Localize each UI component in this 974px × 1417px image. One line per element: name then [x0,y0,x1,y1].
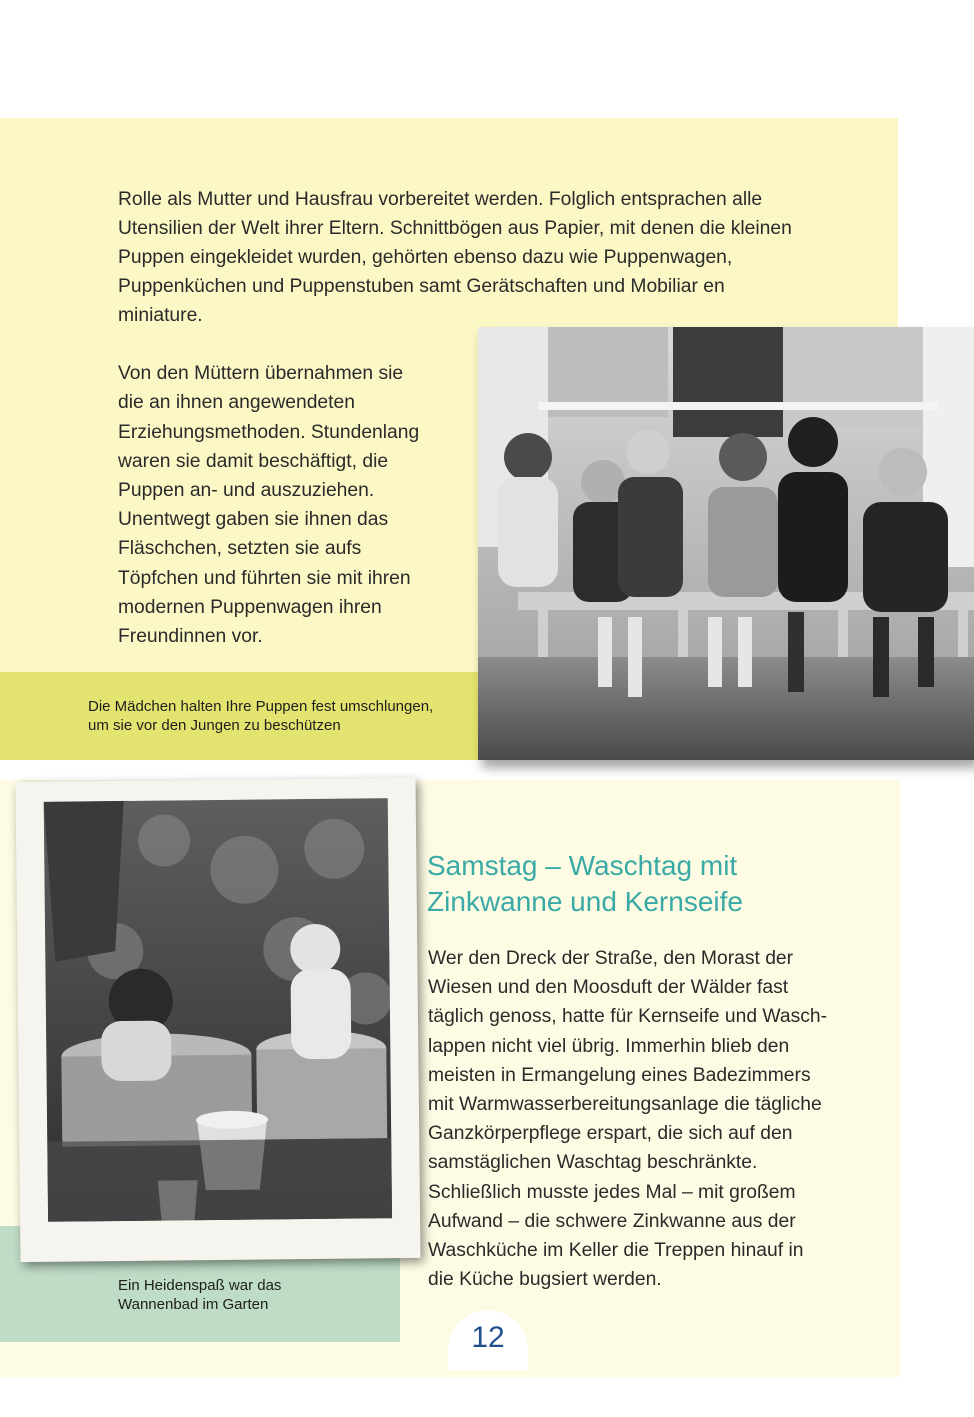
photo-girls-with-dolls [478,327,974,760]
text-line: Waschküche im Keller die Treppen hinauf in [428,1240,804,1262]
text-line: meisten in Ermangelung eines Badezimmers [428,1064,811,1086]
photo-caption-garden-bath [118,1276,388,1314]
text-line: Von den Müttern übernahmen sie [118,363,404,385]
text-line: Wer den Dreck der Straße, den Morast der [428,948,794,969]
text-line: Aufwand – die schwere Zinkwanne aus der [428,1210,796,1232]
text-line: Fläschchen, setzten sie aufs [118,538,362,560]
text-line: die Küche bugsiert werden. [428,1269,662,1291]
text-line: waren sie damit beschäftigt, die [118,450,389,472]
text-line: lappen nicht viel übrig. Immerhin blieb den [428,1035,790,1057]
text-line: Töpfchen und führten sie mit ihren [118,567,411,589]
left-paragraph [118,330,463,651]
section-heading [427,848,877,920]
text-line: Ganzkörperpflege erspart, die sich auf den [428,1123,793,1145]
text-line: Freundinnen vor. [118,626,263,648]
caption-line: um sie vor den Jungen zu beschützen [88,717,341,734]
right-paragraph [428,944,868,1294]
text-line: Rolle als Mutter und Hausfrau vorbereitet werden. Folglich entsprachen alle [118,189,763,210]
text-line: Unentwegt gaben sie ihnen das [118,509,389,531]
text-line: Wiesen und den Moosduft der Wälder fast [428,977,789,999]
text-line: modernen Puppenwagen ihren [118,596,382,618]
text-line: Puppenküchen und Puppenstuben samt Gerätschaften und Mobiliar en [118,276,725,297]
text-line: Utensilien der Welt ihrer Eltern. Schnittbögen aus Papier, mit denen die kleinen [118,218,792,239]
text-line: miniature. [118,305,203,326]
text-line: samstäglichen Waschtag beschränkte. [428,1152,758,1174]
photo-girls-with-dolls-image [478,327,974,760]
caption-line: Ein Heidenspaß war das [118,1277,282,1294]
text-line: Puppen eingekleidet wurden, gehörten ebenso dazu wie Puppenwagen, [118,247,733,268]
text-line: täglich genoss, hatte für Kernseife und Wasch- [428,1006,828,1028]
photo-caption-dolls [88,697,478,735]
photo-frame-garden-bath [15,778,420,1262]
heading-line: Zinkwanne und Kernseife [427,886,743,917]
heading-line: Samstag – Waschtag mit [427,850,738,881]
text-line: die an ihnen angewendeten [118,392,355,414]
intro-paragraph [118,185,858,330]
text-line: Schließlich musste jedes Mal – mit großem [428,1181,796,1203]
caption-line: Wannenbad im Garten [118,1296,269,1313]
photo-garden-bath-image [44,798,392,1222]
page-number: 12 [448,1310,528,1370]
text-line: mit Warmwasserbereitungsanlage die tägliche [428,1094,822,1116]
caption-line: Die Mädchen halten Ihre Puppen fest umschlungen, [88,698,434,715]
photo-garden-bath [44,798,392,1222]
text-line: Puppen an- und auszuziehen. [118,480,375,502]
text-line: Erziehungsmethoden. Stundenlang [118,421,420,443]
